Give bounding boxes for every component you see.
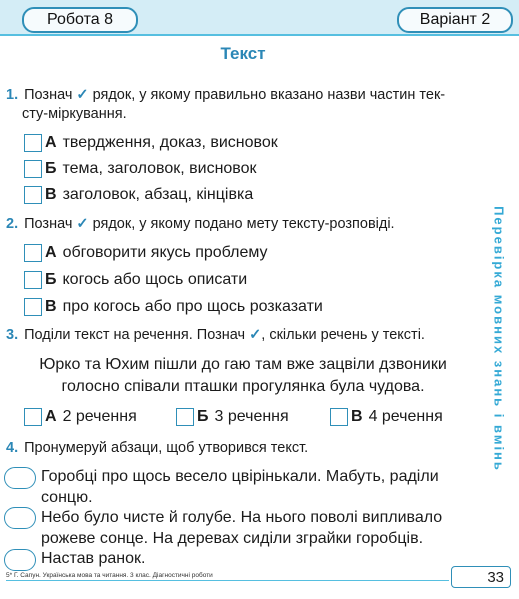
paragraph-3 [41, 548, 481, 569]
question-text-line2: сту-міркування. [22, 106, 127, 122]
option-text: про когось або про щось розказати [62, 298, 323, 315]
number-input-3[interactable] [4, 549, 36, 571]
question-text-start: Поділи текст на речення. Познач [24, 327, 246, 343]
q3-option-c[interactable] [330, 406, 443, 428]
paragraph-line: сонцю. [41, 489, 93, 506]
question-text-rest: рядок, у якому подано мету тексту-розповіді. [92, 216, 395, 232]
q1-option-b[interactable] [24, 158, 257, 180]
q2-option-b[interactable] [24, 269, 247, 291]
option-letter: А [45, 244, 57, 261]
option-text: твердження, доказ, висновок [62, 134, 278, 151]
checkbox[interactable] [24, 134, 42, 152]
option-letter: В [45, 298, 57, 315]
checkbox[interactable] [24, 244, 42, 262]
exercise-text-line: Юрко та Юхим пішли до гаю там вже зацвіли дзвоники [39, 356, 447, 373]
paragraph-line: Настав ранок. [41, 550, 146, 567]
option-letter: В [45, 186, 57, 203]
q2-option-a[interactable] [24, 242, 268, 264]
page-title: Текст [220, 44, 266, 63]
question-text: Пронумеруй абзаци, щоб утворився текст. [24, 440, 309, 456]
number-input-2[interactable] [4, 507, 36, 529]
question-number: 3. [6, 327, 19, 343]
q3-option-a[interactable] [24, 406, 137, 428]
footer-credit: 5* Г. Сапун. Українська мова та читання. 3 клас. Діагностичні роботи [6, 572, 213, 579]
question-number: 2. [6, 216, 19, 232]
paragraph-line: Горобці про щось весело цвірінькали. Мабуть, раділи [41, 468, 439, 485]
question-3 [6, 326, 482, 345]
checkbox[interactable] [24, 298, 42, 316]
option-letter: Б [197, 408, 209, 425]
q1-option-c[interactable] [24, 184, 253, 206]
checkbox[interactable] [24, 160, 42, 178]
sidebar-label: Перевірка мовних знань і вмінь [491, 206, 507, 472]
paragraph-1 [41, 466, 481, 508]
option-text: 4 речення [368, 408, 443, 425]
option-letter: Б [45, 271, 57, 288]
check-mark-icon: ✓ [76, 87, 89, 103]
checkbox[interactable] [24, 186, 42, 204]
check-mark-icon: ✓ [76, 216, 89, 232]
question-text-start: Познач [24, 216, 73, 232]
q3-option-b[interactable] [176, 406, 289, 428]
option-letter: А [45, 134, 57, 151]
q2-option-c[interactable] [24, 296, 323, 318]
question-text-rest: рядок, у якому правильно вказано назви частин тек- [92, 87, 446, 103]
question-number: 1. [6, 87, 19, 103]
work-number-label: Робота 8 [22, 7, 138, 33]
checkbox[interactable] [176, 408, 194, 426]
header-divider [0, 34, 519, 36]
question-text-start: Познач [24, 87, 73, 103]
option-text: тема, заголовок, висновок [62, 160, 257, 177]
option-text: обговорити якусь проблему [62, 244, 268, 261]
option-letter: В [351, 408, 363, 425]
q1-option-a[interactable] [24, 132, 278, 154]
checkbox[interactable] [330, 408, 348, 426]
option-letter: А [45, 408, 57, 425]
paragraph-line: Небо було чисте й голубе. На нього поволі випливало [41, 509, 443, 526]
option-text: когось або щось описати [62, 271, 248, 288]
option-text: 3 речення [214, 408, 289, 425]
question-2 [6, 215, 482, 234]
variant-label: Варіант 2 [397, 7, 513, 33]
sidebar [486, 166, 512, 512]
page-number: 33 [451, 566, 511, 588]
option-text: заголовок, абзац, кінцівка [62, 186, 254, 203]
checkbox[interactable] [24, 408, 42, 426]
exercise-text [6, 354, 480, 398]
footer-divider [6, 580, 449, 581]
checkbox[interactable] [24, 271, 42, 289]
question-text-rest: , скільки речень у тексті. [261, 327, 425, 343]
question-4 [6, 439, 482, 458]
q3-options [24, 406, 494, 428]
check-mark-icon: ✓ [249, 327, 262, 343]
option-letter: Б [45, 160, 57, 177]
question-number: 4. [6, 440, 19, 456]
question-1 [6, 86, 482, 124]
exercise-text-line: голосно співали пташки прогулянка була чудова. [61, 378, 425, 395]
paragraph-2 [41, 507, 481, 549]
option-text: 2 речення [62, 408, 137, 425]
number-input-1[interactable] [4, 467, 36, 489]
paragraph-line: рожеве сонце. На деревах сиділи зграйки горобців. [41, 530, 424, 547]
